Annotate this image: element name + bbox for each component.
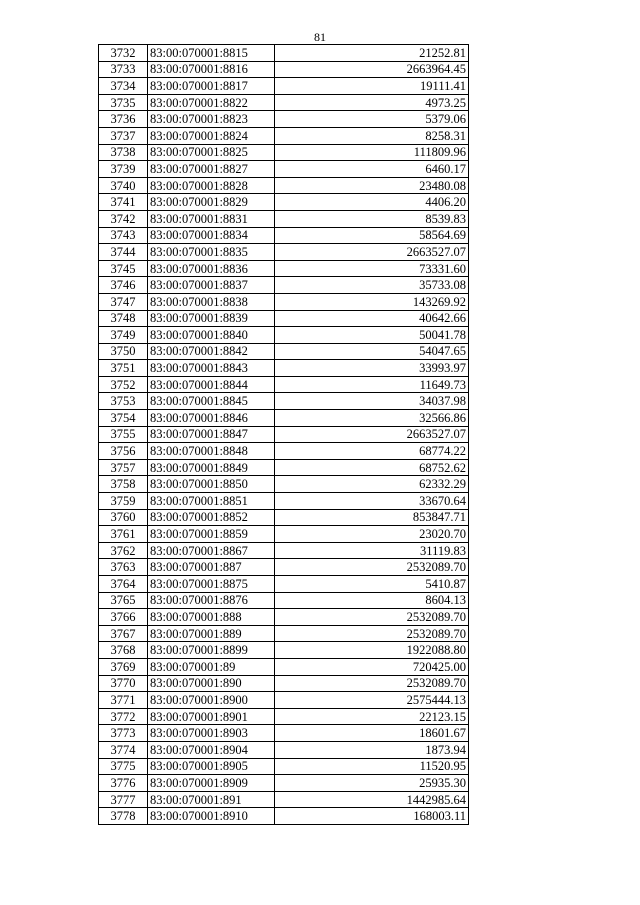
cadastral-value-cell: 21252.81: [275, 45, 469, 62]
cadastral-number-cell: 83:00:070001:8850: [148, 476, 275, 493]
table-row: [99, 708, 469, 725]
table-row: [99, 310, 469, 327]
row-number-cell: 3736: [99, 111, 148, 128]
cadastral-value-cell: 2532089.70: [275, 559, 469, 576]
cadastral-value-cell: 32566.86: [275, 410, 469, 427]
cadastral-value-cell: 853847.71: [275, 509, 469, 526]
cadastral-number-cell: 83:00:070001:8845: [148, 393, 275, 410]
row-number-cell: 3734: [99, 78, 148, 95]
cadastral-value-cell: 4406.20: [275, 194, 469, 211]
table-row: [99, 244, 469, 261]
cadastral-number-cell: 83:00:070001:8828: [148, 177, 275, 194]
cadastral-number-cell: 83:00:070001:889: [148, 625, 275, 642]
cadastral-value-cell: 1873.94: [275, 741, 469, 758]
row-number-cell: 3743: [99, 227, 148, 244]
cadastral-value-cell: 11649.73: [275, 376, 469, 393]
row-number-cell: 3744: [99, 244, 148, 261]
cadastral-value-cell: 2532089.70: [275, 625, 469, 642]
table-row: [99, 576, 469, 593]
table-row: [99, 559, 469, 576]
cadastral-number-cell: 83:00:070001:8846: [148, 410, 275, 427]
table-row: [99, 360, 469, 377]
cadastral-value-cell: 73331.60: [275, 260, 469, 277]
table-row: [99, 592, 469, 609]
table-row: [99, 658, 469, 675]
cadastral-value-cell: 34037.98: [275, 393, 469, 410]
row-number-cell: 3762: [99, 542, 148, 559]
cadastral-value-cell: 5379.06: [275, 111, 469, 128]
table-body: [99, 45, 469, 825]
row-number-cell: 3766: [99, 609, 148, 626]
table-row: [99, 293, 469, 310]
cadastral-number-cell: 83:00:070001:8839: [148, 310, 275, 327]
row-number-cell: 3777: [99, 791, 148, 808]
cadastral-value-cell: 8258.31: [275, 127, 469, 144]
cadastral-value-cell: 33993.97: [275, 360, 469, 377]
row-number-cell: 3746: [99, 277, 148, 294]
table-row: [99, 144, 469, 161]
cadastral-value-cell: 6460.17: [275, 161, 469, 178]
cadastral-value-cell: 62332.29: [275, 476, 469, 493]
cadastral-value-cell: 54047.65: [275, 343, 469, 360]
cadastral-number-cell: 83:00:070001:8836: [148, 260, 275, 277]
cadastral-value-cell: 2532089.70: [275, 609, 469, 626]
cadastral-value-cell: 2663527.07: [275, 244, 469, 261]
table-row: [99, 459, 469, 476]
row-number-cell: 3753: [99, 393, 148, 410]
row-number-cell: 3737: [99, 127, 148, 144]
row-number-cell: 3732: [99, 45, 148, 62]
cadastral-number-cell: 83:00:070001:8823: [148, 111, 275, 128]
table-row: [99, 194, 469, 211]
cadastral-number-cell: 83:00:070001:8848: [148, 443, 275, 460]
table-row: [99, 127, 469, 144]
row-number-cell: 3752: [99, 376, 148, 393]
cadastral-number-cell: 83:00:070001:8837: [148, 277, 275, 294]
row-number-cell: 3775: [99, 758, 148, 775]
table-row: [99, 177, 469, 194]
row-number-cell: 3764: [99, 576, 148, 593]
row-number-cell: 3771: [99, 692, 148, 709]
cadastral-number-cell: 83:00:070001:8829: [148, 194, 275, 211]
cadastral-number-cell: 83:00:070001:8843: [148, 360, 275, 377]
table-row: [99, 327, 469, 344]
row-number-cell: 3748: [99, 310, 148, 327]
cadastral-number-cell: 83:00:070001:8903: [148, 725, 275, 742]
table-row: [99, 94, 469, 111]
cadastral-value-cell: 22123.15: [275, 708, 469, 725]
row-number-cell: 3757: [99, 459, 148, 476]
table-row: [99, 609, 469, 626]
table-row: [99, 277, 469, 294]
row-number-cell: 3750: [99, 343, 148, 360]
cadastral-number-cell: 83:00:070001:8825: [148, 144, 275, 161]
row-number-cell: 3738: [99, 144, 148, 161]
table-row: [99, 542, 469, 559]
cadastral-value-cell: 33670.64: [275, 493, 469, 510]
table-row: [99, 808, 469, 825]
table-row: [99, 78, 469, 95]
cadastre-value-table: [98, 44, 469, 825]
row-number-cell: 3739: [99, 161, 148, 178]
table-row: [99, 343, 469, 360]
cadastral-value-cell: 1922088.80: [275, 642, 469, 659]
row-number-cell: 3760: [99, 509, 148, 526]
cadastral-number-cell: 83:00:070001:8910: [148, 808, 275, 825]
cadastral-number-cell: 83:00:070001:8834: [148, 227, 275, 244]
cadastral-number-cell: 83:00:070001:8824: [148, 127, 275, 144]
table-row: [99, 509, 469, 526]
cadastral-value-cell: 2663964.45: [275, 61, 469, 78]
cadastral-number-cell: 83:00:070001:8842: [148, 343, 275, 360]
cadastral-value-cell: 720425.00: [275, 658, 469, 675]
cadastral-number-cell: 83:00:070001:8817: [148, 78, 275, 95]
cadastral-value-cell: 25935.30: [275, 775, 469, 792]
table-row: [99, 410, 469, 427]
cadastral-number-cell: 83:00:070001:8840: [148, 327, 275, 344]
table-row: [99, 476, 469, 493]
cadastral-number-cell: 83:00:070001:8815: [148, 45, 275, 62]
cadastral-value-cell: 40642.66: [275, 310, 469, 327]
row-number-cell: 3755: [99, 426, 148, 443]
table-row: [99, 758, 469, 775]
cadastral-number-cell: 83:00:070001:8849: [148, 459, 275, 476]
row-number-cell: 3774: [99, 741, 148, 758]
table-row: [99, 61, 469, 78]
table-row: [99, 161, 469, 178]
cadastral-number-cell: 83:00:070001:8835: [148, 244, 275, 261]
cadastral-value-cell: 68752.62: [275, 459, 469, 476]
row-number-cell: 3749: [99, 327, 148, 344]
row-number-cell: 3751: [99, 360, 148, 377]
cadastral-value-cell: 111809.96: [275, 144, 469, 161]
cadastral-value-cell: 23480.08: [275, 177, 469, 194]
cadastral-number-cell: 83:00:070001:890: [148, 675, 275, 692]
cadastral-value-cell: 18601.67: [275, 725, 469, 742]
cadastral-value-cell: 1442985.64: [275, 791, 469, 808]
cadastral-number-cell: 83:00:070001:8899: [148, 642, 275, 659]
cadastral-number-cell: 83:00:070001:8859: [148, 526, 275, 543]
row-number-cell: 3765: [99, 592, 148, 609]
table-row: [99, 526, 469, 543]
cadastral-number-cell: 83:00:070001:89: [148, 658, 275, 675]
row-number-cell: 3770: [99, 675, 148, 692]
row-number-cell: 3772: [99, 708, 148, 725]
cadastral-value-cell: 2663527.07: [275, 426, 469, 443]
row-number-cell: 3758: [99, 476, 148, 493]
cadastral-value-cell: 35733.08: [275, 277, 469, 294]
table-row: [99, 725, 469, 742]
cadastral-value-cell: 5410.87: [275, 576, 469, 593]
table-row: [99, 692, 469, 709]
cadastral-value-cell: 168003.11: [275, 808, 469, 825]
row-number-cell: 3742: [99, 210, 148, 227]
cadastral-number-cell: 83:00:070001:8852: [148, 509, 275, 526]
cadastral-value-cell: 68774.22: [275, 443, 469, 460]
cadastral-value-cell: 23020.70: [275, 526, 469, 543]
cadastral-number-cell: 83:00:070001:8904: [148, 741, 275, 758]
cadastral-value-cell: 50041.78: [275, 327, 469, 344]
cadastral-value-cell: 19111.41: [275, 78, 469, 95]
table-row: [99, 260, 469, 277]
table-row: [99, 210, 469, 227]
cadastral-number-cell: 83:00:070001:8851: [148, 493, 275, 510]
table-row: [99, 426, 469, 443]
row-number-cell: 3761: [99, 526, 148, 543]
table-row: [99, 45, 469, 62]
row-number-cell: 3745: [99, 260, 148, 277]
page-number: 81: [314, 30, 326, 44]
cadastral-value-cell: 8604.13: [275, 592, 469, 609]
cadastral-value-cell: 8539.83: [275, 210, 469, 227]
cadastral-number-cell: 83:00:070001:8905: [148, 758, 275, 775]
cadastral-number-cell: 83:00:070001:8827: [148, 161, 275, 178]
cadastral-number-cell: 83:00:070001:887: [148, 559, 275, 576]
cadastral-value-cell: 2532089.70: [275, 675, 469, 692]
cadastral-number-cell: 83:00:070001:8847: [148, 426, 275, 443]
cadastral-number-cell: 83:00:070001:8822: [148, 94, 275, 111]
row-number-cell: 3763: [99, 559, 148, 576]
table-row: [99, 775, 469, 792]
cadastral-number-cell: 83:00:070001:8816: [148, 61, 275, 78]
table-row: [99, 625, 469, 642]
table-row: [99, 111, 469, 128]
cadastral-value-cell: 58564.69: [275, 227, 469, 244]
row-number-cell: 3773: [99, 725, 148, 742]
row-number-cell: 3740: [99, 177, 148, 194]
row-number-cell: 3769: [99, 658, 148, 675]
table-row: [99, 443, 469, 460]
row-number-cell: 3759: [99, 493, 148, 510]
cadastral-value-cell: 31119.83: [275, 542, 469, 559]
row-number-cell: 3778: [99, 808, 148, 825]
cadastral-value-cell: 143269.92: [275, 293, 469, 310]
row-number-cell: 3741: [99, 194, 148, 211]
cadastral-number-cell: 83:00:070001:888: [148, 609, 275, 626]
cadastral-number-cell: 83:00:070001:8831: [148, 210, 275, 227]
table-row: [99, 741, 469, 758]
table-row: [99, 791, 469, 808]
row-number-cell: 3754: [99, 410, 148, 427]
cadastral-number-cell: 83:00:070001:8867: [148, 542, 275, 559]
table-row: [99, 227, 469, 244]
row-number-cell: 3747: [99, 293, 148, 310]
table-row: [99, 642, 469, 659]
cadastral-number-cell: 83:00:070001:8838: [148, 293, 275, 310]
row-number-cell: 3733: [99, 61, 148, 78]
row-number-cell: 3756: [99, 443, 148, 460]
cadastral-number-cell: 83:00:070001:8901: [148, 708, 275, 725]
cadastral-value-cell: 2575444.13: [275, 692, 469, 709]
cadastral-number-cell: 83:00:070001:8876: [148, 592, 275, 609]
cadastral-number-cell: 83:00:070001:8844: [148, 376, 275, 393]
cadastral-value-cell: 4973.25: [275, 94, 469, 111]
cadastral-value-cell: 11520.95: [275, 758, 469, 775]
row-number-cell: 3768: [99, 642, 148, 659]
table-row: [99, 376, 469, 393]
table-row: [99, 493, 469, 510]
cadastral-number-cell: 83:00:070001:8875: [148, 576, 275, 593]
cadastral-number-cell: 83:00:070001:8909: [148, 775, 275, 792]
table-row: [99, 675, 469, 692]
cadastral-number-cell: 83:00:070001:891: [148, 791, 275, 808]
row-number-cell: 3735: [99, 94, 148, 111]
table-row: [99, 393, 469, 410]
row-number-cell: 3776: [99, 775, 148, 792]
cadastral-number-cell: 83:00:070001:8900: [148, 692, 275, 709]
row-number-cell: 3767: [99, 625, 148, 642]
